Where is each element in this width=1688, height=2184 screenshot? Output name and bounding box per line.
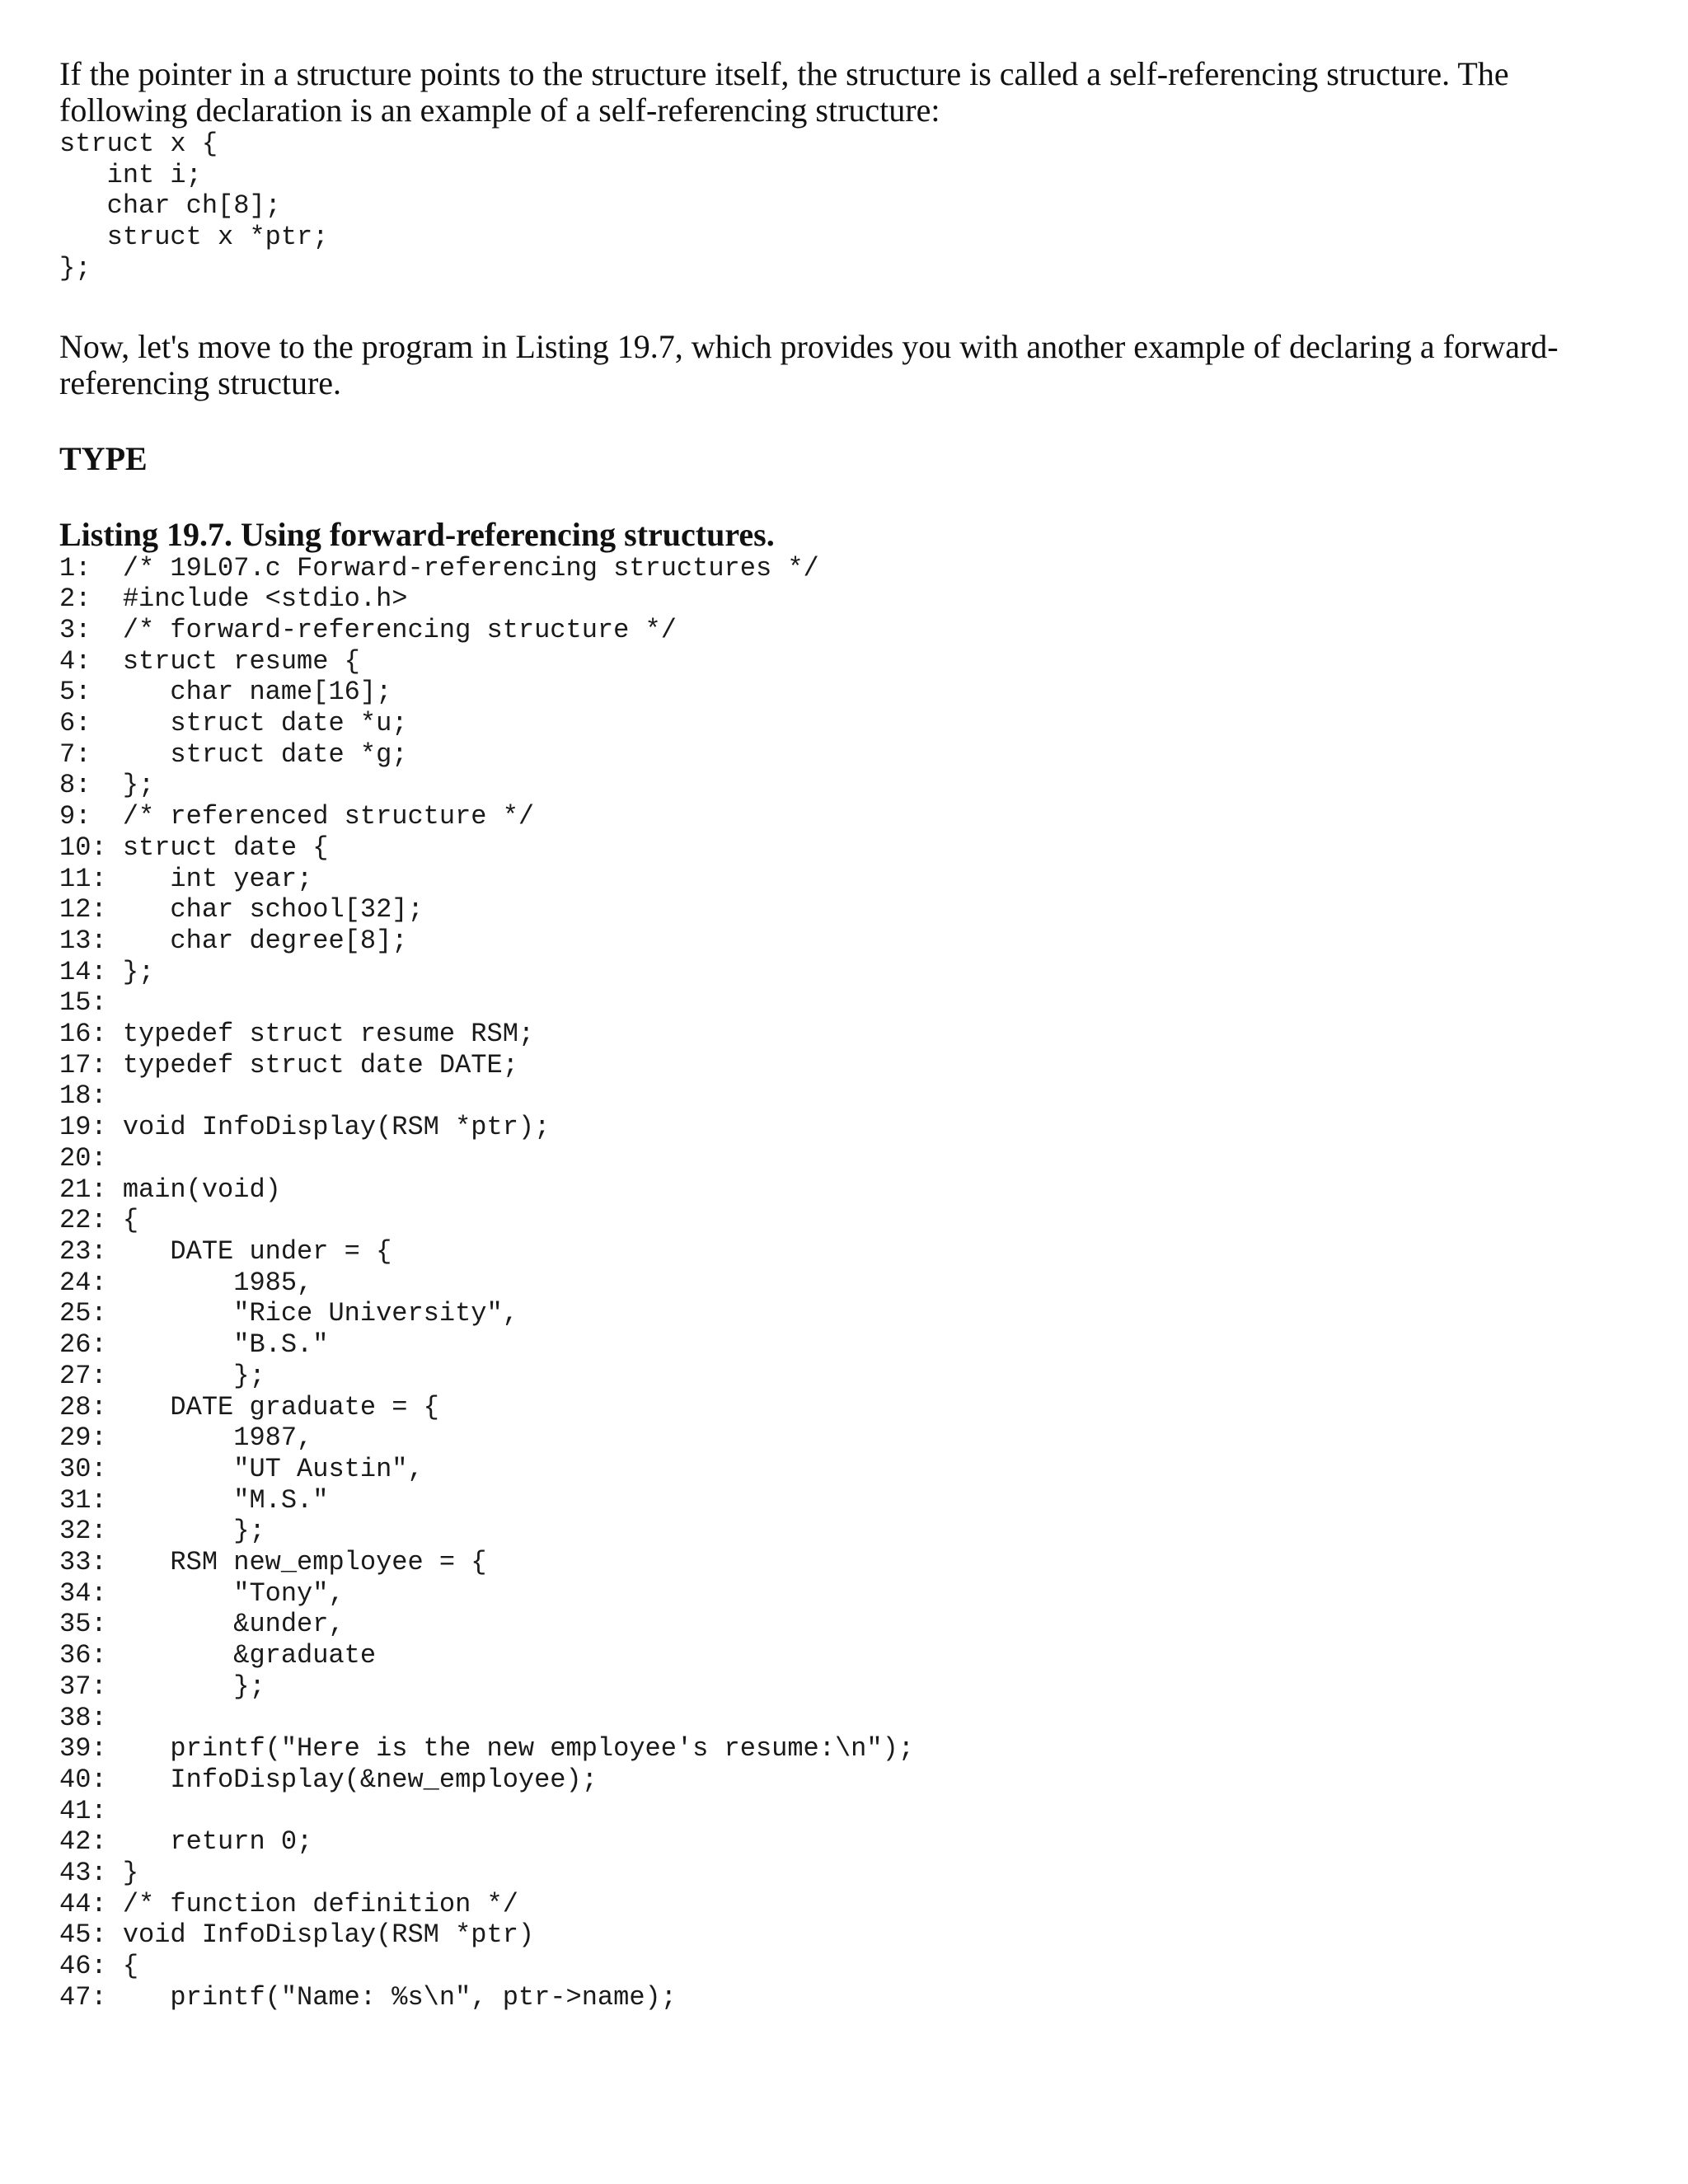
code-listing: 1: /* 19L07.c Forward-referencing structures */ 2: #include <stdio.h> 3: /* forward-referencing structure */ 4: struct resume { 5: char name[16]; 6: struct date *u; 7: struct date *g; 8: }; 9: /* referenced structure */ 10: struct date { 11: int year; 12: char school[32]; 13: char degree[8]; 14: }; 15: 16: typedef struct resume RSM; 17: typedef struct date DATE; 18: 19: void InfoDisplay(RSM *ptr); 20: 21: main(void) 22: { 23: DATE under = { 24: 1985, 25: "Rice University", 26: "B.S." 27: }; 28: DATE graduate = { 29: 1987, 30: "UT Austin", 31: "M.S." 32: }; 33: RSM new_employee = { 34: "Tony", 35: &under, 36: &graduate 37: }; 38: 39: printf("Here is the new employee's resume:\n"); 40: InfoDisplay(&new_employee); 41: 42: return 0; 43: } 44: /* function definition */ 45: void InfoDisplay(RSM *ptr) 46: { 47: printf("Name: %s\n", ptr->name); [59,552,914,2013]
type-label: TYPE [59,439,148,477]
intro-paragraph: If the pointer in a structure points to the structure itself, the structure is called a self-referencing structure. The following declaration is an example of a self-referencing structure: [59,55,1509,129]
self-referencing-code-example: struct x { int i; char ch[8]; struct x *ptr; }; [59,129,329,284]
listing-title: Listing 19.7. Using forward-referencing structures. [59,515,775,553]
document-page [59,53,1625,2013]
transition-paragraph: Now, let's move to the program in Listing 19.7, which provides you with another example of declaring a forward-referencing structure. [59,327,1559,401]
